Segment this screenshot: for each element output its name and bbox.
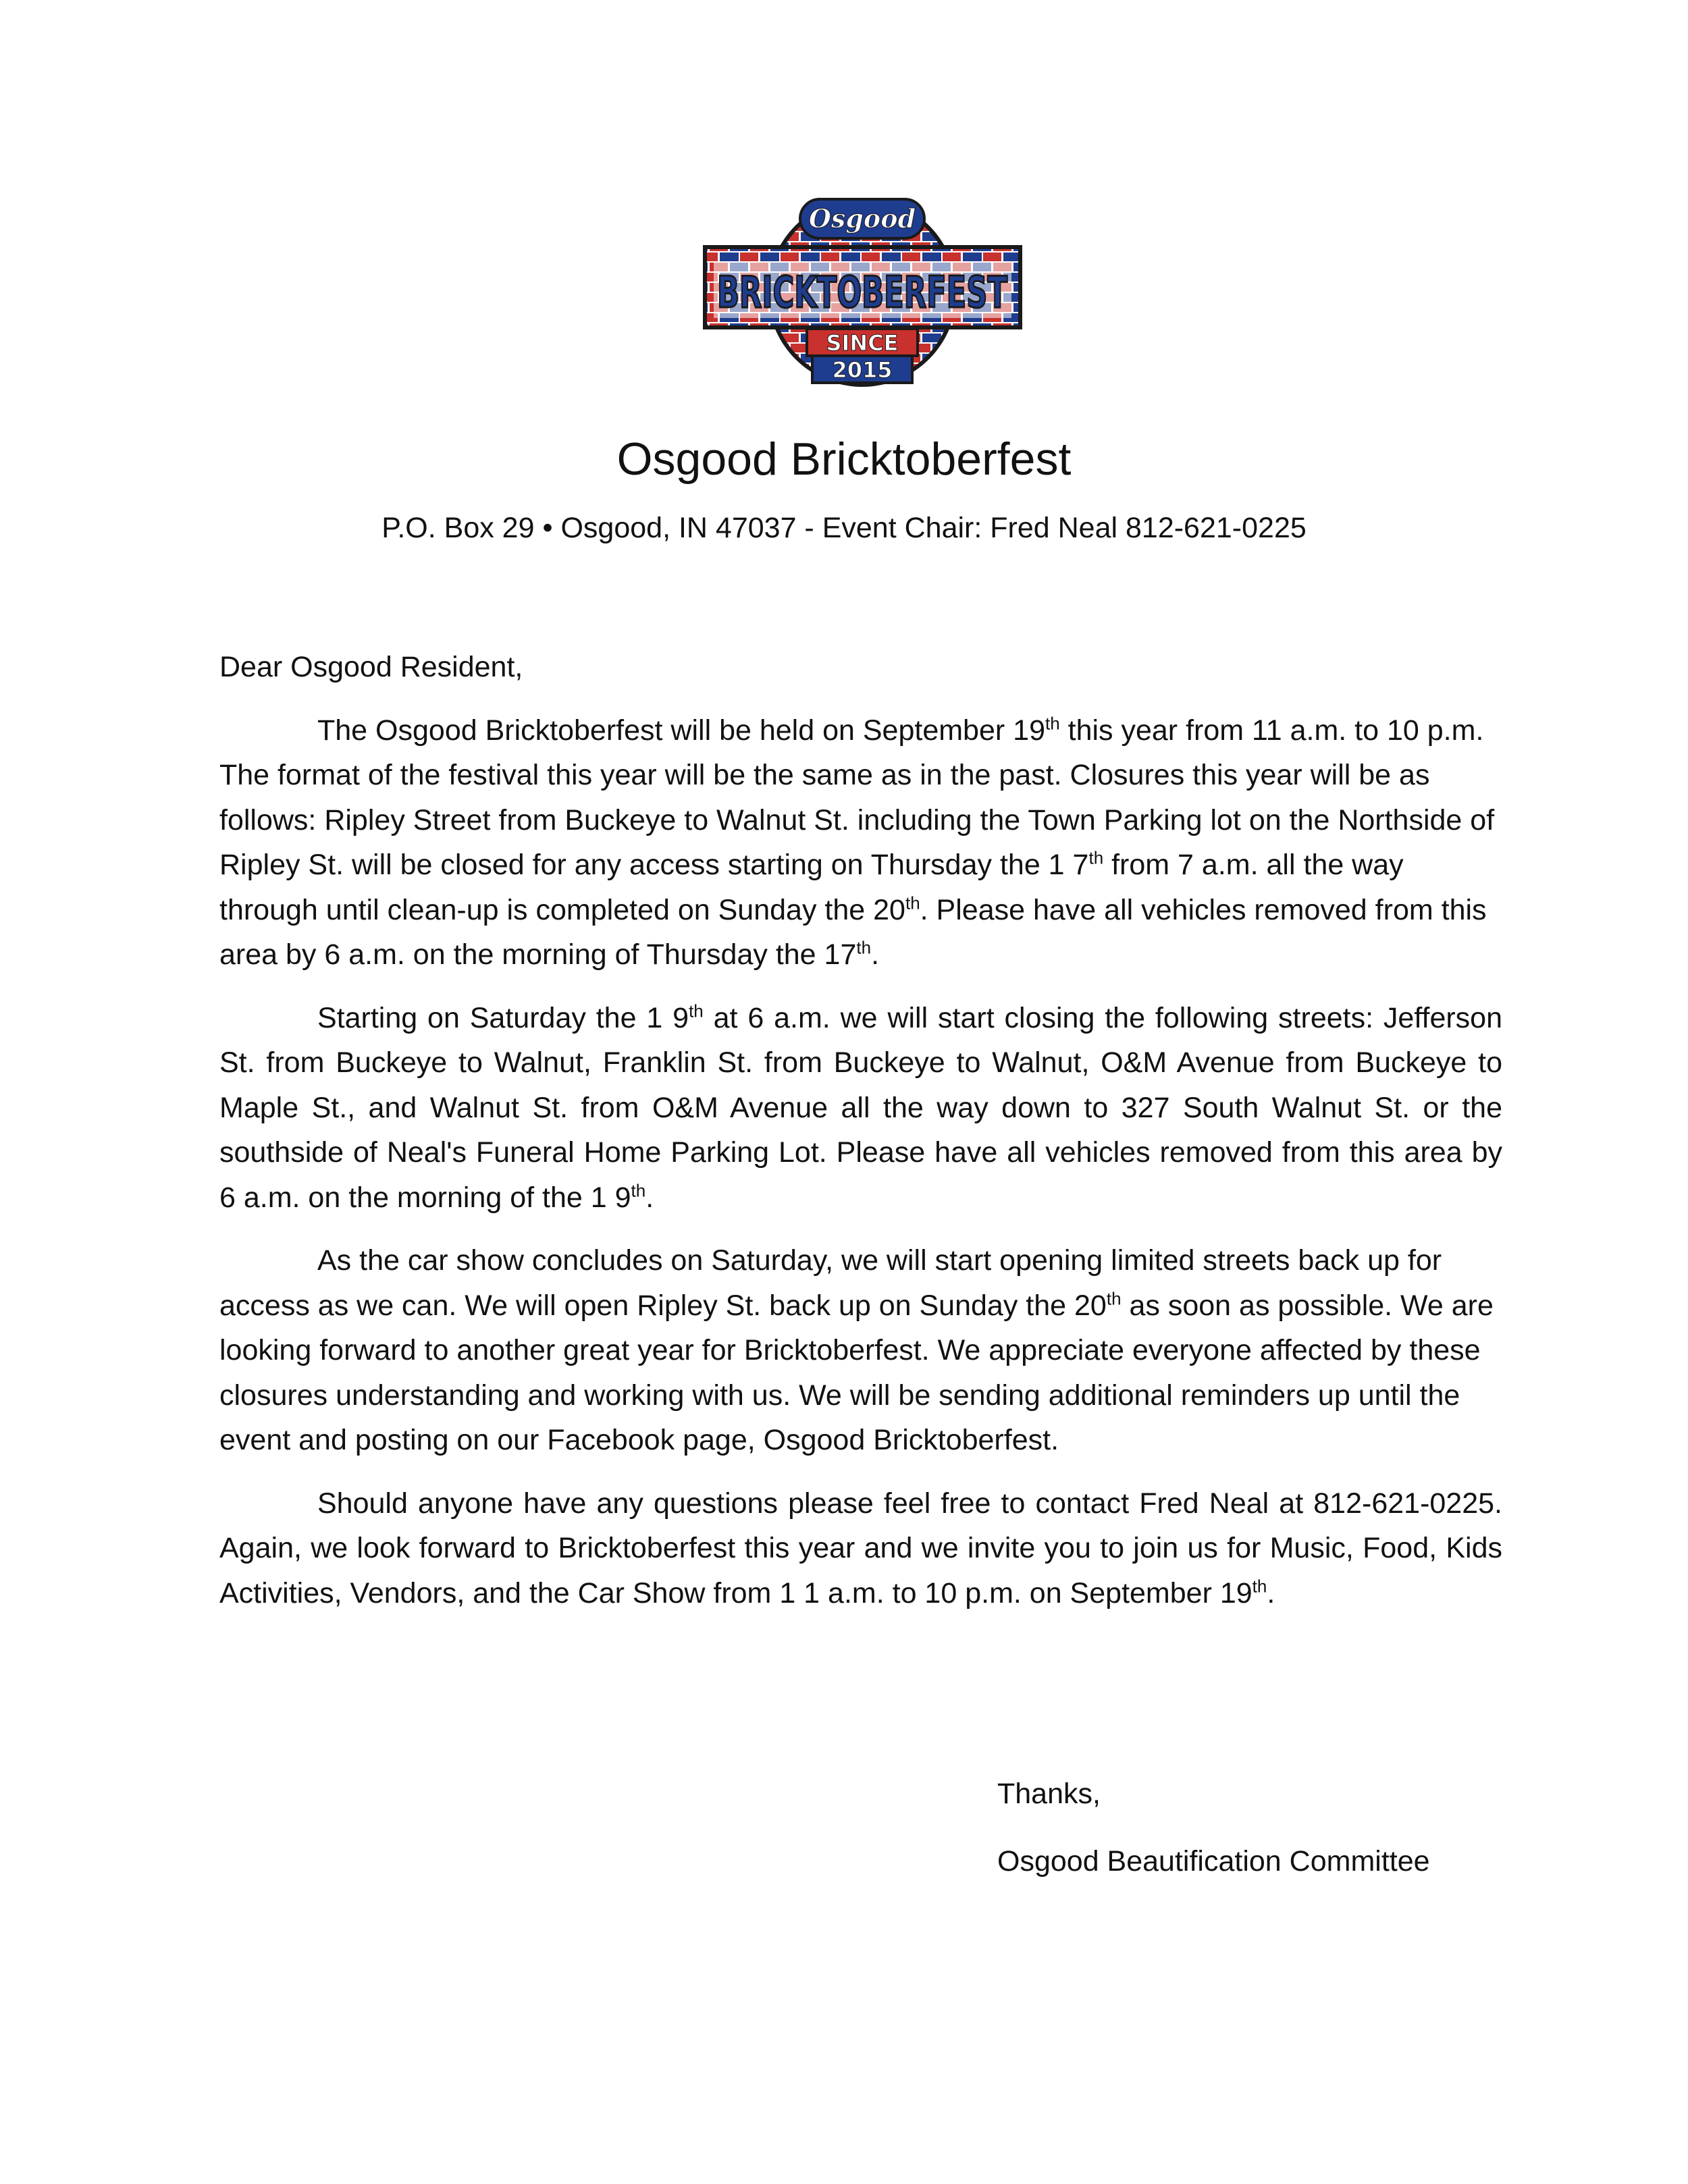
letter-body bbox=[219, 645, 1502, 1634]
p1-text: . Please have all vehicles removed from this area by 6 a.m. on the morning of Thursday the 17 bbox=[219, 893, 1487, 971]
p1-text: this year from 11 a.m. to 10 p.m. The format of the festival this year will be the same as in the past. Closures this year will be as follows: Ripley Street from Buckeye to Walnut St. including the Town Parking lot on the Northside of Ripley St. will be closed for any access starting on Thursday the 1 7 bbox=[219, 714, 1495, 881]
address-line: P.O. Box 29 • Osgood, IN 47037 - Event Chair: Fred Neal 812-621-0225 bbox=[381, 512, 1307, 544]
p4-text: Should anyone have any questions please feel free to contact Fred Neal at 812-621-0225. Again, we look forward to Bricktoberfest this year and we invite you to join us for Music, Food, Kids Activities, Vendors, and the Car Show from 1 1 a.m. to 10 p.m. on September 19 bbox=[219, 1487, 1502, 1609]
p2-sup: th bbox=[689, 1001, 704, 1021]
p1-sup: th bbox=[856, 937, 872, 958]
logo-main-text: BRICKTOBERFEST bbox=[717, 268, 1008, 318]
p2-text: . bbox=[645, 1181, 654, 1214]
page-title: Osgood Bricktoberfest bbox=[616, 433, 1072, 485]
p2-sup: th bbox=[631, 1180, 646, 1201]
paragraph-3 bbox=[219, 1238, 1502, 1463]
p4-text: . bbox=[1267, 1576, 1275, 1609]
p3-text: As the car show concludes on Saturday, we will start opening limited streets back up for access as we can. We will open Ripley St. back up on Sunday the 20 bbox=[219, 1244, 1442, 1322]
p3-sup: th bbox=[1106, 1288, 1122, 1309]
p1-sup: th bbox=[905, 893, 920, 913]
p1-text: . bbox=[871, 938, 880, 971]
signature: Osgood Beautification Committee bbox=[997, 1845, 1430, 1877]
p3-text: as soon as possible. We are looking forward to another great year for Bricktoberfest. We appreciate everyone affected by these closures understanding and working with us. We will be sending additional reminders up until the event and posting on our Facebook page, Osgood Bricktoberfest. bbox=[219, 1289, 1494, 1456]
p1-text: from 7 a.m. all the way through until clean-up is completed on Sunday the 20 bbox=[219, 849, 1404, 926]
p1-sup: th bbox=[1045, 713, 1060, 734]
paragraph-4 bbox=[219, 1481, 1502, 1616]
closing: Thanks, bbox=[997, 1778, 1101, 1810]
p2-text: at 6 a.m. we will start closing the following streets: Jefferson St. from Buckeye to Walnut, Franklin St. from Buckeye to Walnut, O&M Avenue from Buckeye to Maple St., and Walnut St. from O&M Avenue all the way down to 327 South Walnut St. or the southside of Neal's Funeral Home Parking Lot. Please have all vehicles removed from this area by 6 a.m. on the morning of the 1 9 bbox=[219, 1001, 1503, 1214]
p1-sup: th bbox=[1088, 847, 1104, 868]
paragraph-2 bbox=[219, 996, 1502, 1221]
logo-top-text: Osgood bbox=[808, 203, 916, 234]
p1-text: The Osgood Bricktoberfest will be held on September 19 bbox=[317, 714, 1045, 747]
p4-sup: th bbox=[1252, 1576, 1267, 1597]
paragraph-1 bbox=[219, 708, 1502, 978]
p2-text: Starting on Saturday the 1 9 bbox=[317, 1001, 689, 1034]
salutation: Dear Osgood Resident, bbox=[219, 651, 523, 683]
logo-year-text: 2015 bbox=[832, 357, 893, 383]
bricktoberfest-logo bbox=[699, 191, 1026, 394]
logo-since-text: SINCE bbox=[826, 330, 899, 356]
